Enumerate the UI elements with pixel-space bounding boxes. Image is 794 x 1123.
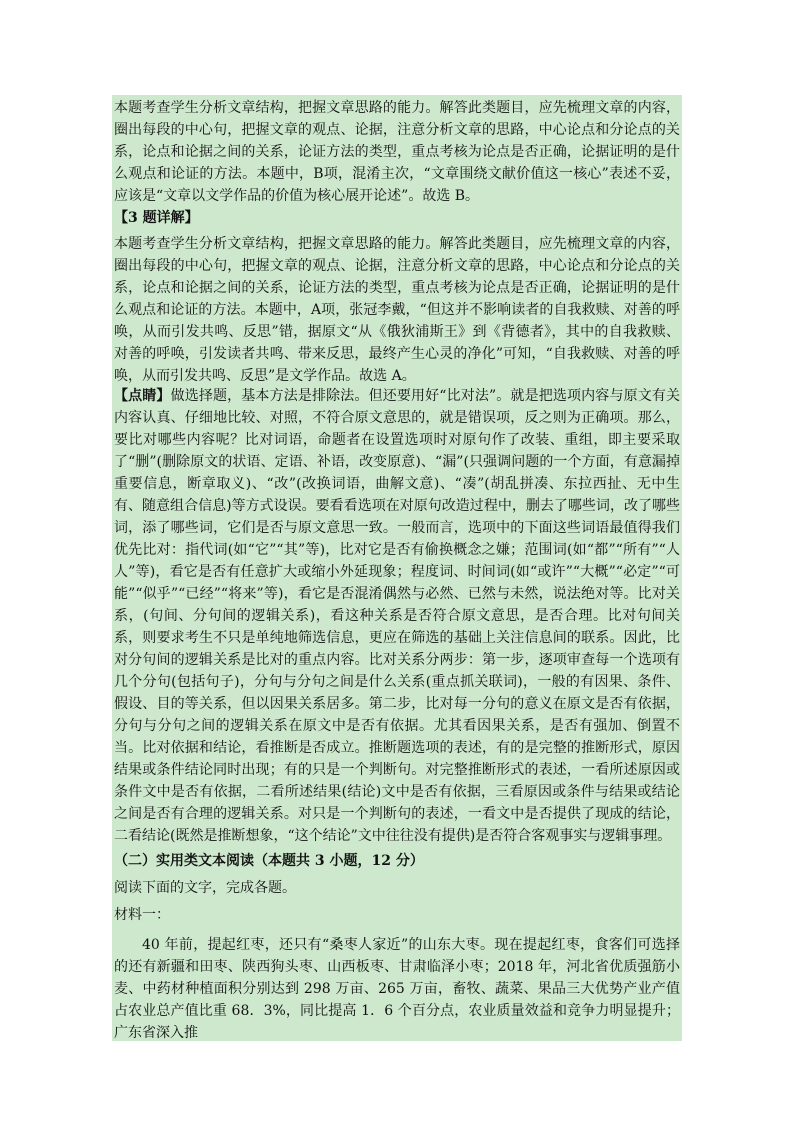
answer-paragraph-3: 本题考查学生分析文章结构，把握文章思路的能力。解答此类题目，应先梳理文章的内容，圈出每段的中心句，把握文章的观点、论据，注意分析文章的思路，中心论点和分论点的关系，论点和论据之间的关系，论证方法的类型，重点考核为论点是否正确，论据证明的是什么观点和论证的方法。本题中，A项，张冠李戴，“但这并不影响读者的自我救赎、对善的呼唤，从而引发共鸣、反思”错，据原文“从《俄狄浦斯王》到《背德者》，其中的自我救赎、对善的呼唤，引发读者共鸣、带来反思，最终产生心灵的净化”可知，“自我救赎、对善的呼唤，从而引发共鸣、反思”是文学作品。故选 A。: [114, 236, 680, 384]
section-title: （二）实用类文本阅读（本题共 3 小题，12 分）: [114, 853, 424, 869]
tip-text: 做选择题，基本方法是排除法。但还要用好“比对法”。就是把选项内容与原文有关内容认真、仔细地比较、对照，不符合原文意思的，就是错误项，反之则为正确项。那么，要比对哪些内容呢？比对词语，命题者在设置选项时对原句作了改装、重组，即主要采取了“删”(删除原文的状语、定语、补语，改变原意)、“漏”(只强调问题的一个方面，有意漏掉重要信息，断章取义)、“改”(改换词语，曲解文意)、“凑”(胡乱拼凑、东拉西扯、无中生有、随意组合信息)等方式设误。要看看选项在对原句改造过程中，删去了哪些词，改了哪些词，添了哪些词，它们是否与原文意思一致。一般而言，选项中的下面这些词语最值得我们优先比对：指代词(如“它”“其”等)，比对它是否有偷换概念之嫌；范围词(如“都”“所有”“人人”等)，看它是否有任意扩大或缩小外延现象；程度词、时间词(如“或许”“大概”“必定”“可能”“似乎”“已经”“将来”等)，看它是否混淆偶然与必然、已然与未然，说法绝对等。比对关系，(句间、分句间的逻辑关系)，看这种关系是否符合原文意思，是否合理。比对句间关系，则要求考生不只是单纯地筛选信息，更应在筛选的基础上关注信息间的联系。因此，比对分句间的逻辑关系是比对的重点内容。比对关系分两步：第一步，逐项审查每一个选项有几个分句(包括句子)，分句与分句之间是什么关系(重点抓关联词)，一般的有因果、条件、假设、目的等关系，但以因果关系居多。第二步，比对每一分句的意义在原文是否有依据，分句与分句之间的逻辑关系在原文中是否有依据。尤其看因果关系，是否有强加、倒置不当。比对依据和结论，看推断是否成立。推断题选项的表述，有的是完整的推断形式，原因结果或条件结论同时出现；有的只是一个判断句。对完整推断形式的表述，一看所述原因或条件文中是否有依据，二看所述结果(结论)文中是否有依据，三看原因或条件与结果或结论之间是否有合理的逻辑关系。对只是一个判断句的表述，一看文中是否提供了现成的结论，二看结论(既然是推断想象，“这个结论”文中往往没有提供)是否符合客观事实与逻辑事理。: [114, 388, 681, 844]
material-label: 材料一：: [114, 907, 170, 923]
material-paragraph: 40 年前，提起红枣，还只有“桑枣人家近”的山东大枣。现在提起红枣，食客们可选择的还有新疆和田枣、陕西狗头枣、山西板枣、甘肃临泽小枣；2018 年，河北省优质强筋小麦、中药材种植面积分别达到 298 万亩、265 万亩，畜牧、蔬菜、果品三大优势产业产值占农业总产值比重 68．3%，同比提高 1．6 个百分点，农业质量效益和竞争力明显提升；广东省深入推: [114, 937, 680, 1041]
tip-paragraph: [114, 385, 680, 847]
answer-paragraph-2: 本题考查学生分析文章结构，把握文章思路的能力。解答此类题目，应先梳理文章的内容，圈出每段的中心句，把握文章的观点、论据，注意分析文章的思路，中心论点和分论点的关系，论点和论据之间的关系，论证方法的类型，重点考核为论点是否正确，论据证明的是什么观点和论证的方法。本题中，B项，混淆主次，“文章围绕文献价值这一核心”表述不妥，应该是“文章以文学作品的价值为核心展开论述”。故选 B。: [114, 100, 680, 204]
tip-label: 【点睛】: [114, 388, 171, 404]
instruction-text: 阅读下面的文字，完成各题。: [114, 880, 296, 896]
question-3-heading: 【3 题详解】: [114, 210, 199, 226]
